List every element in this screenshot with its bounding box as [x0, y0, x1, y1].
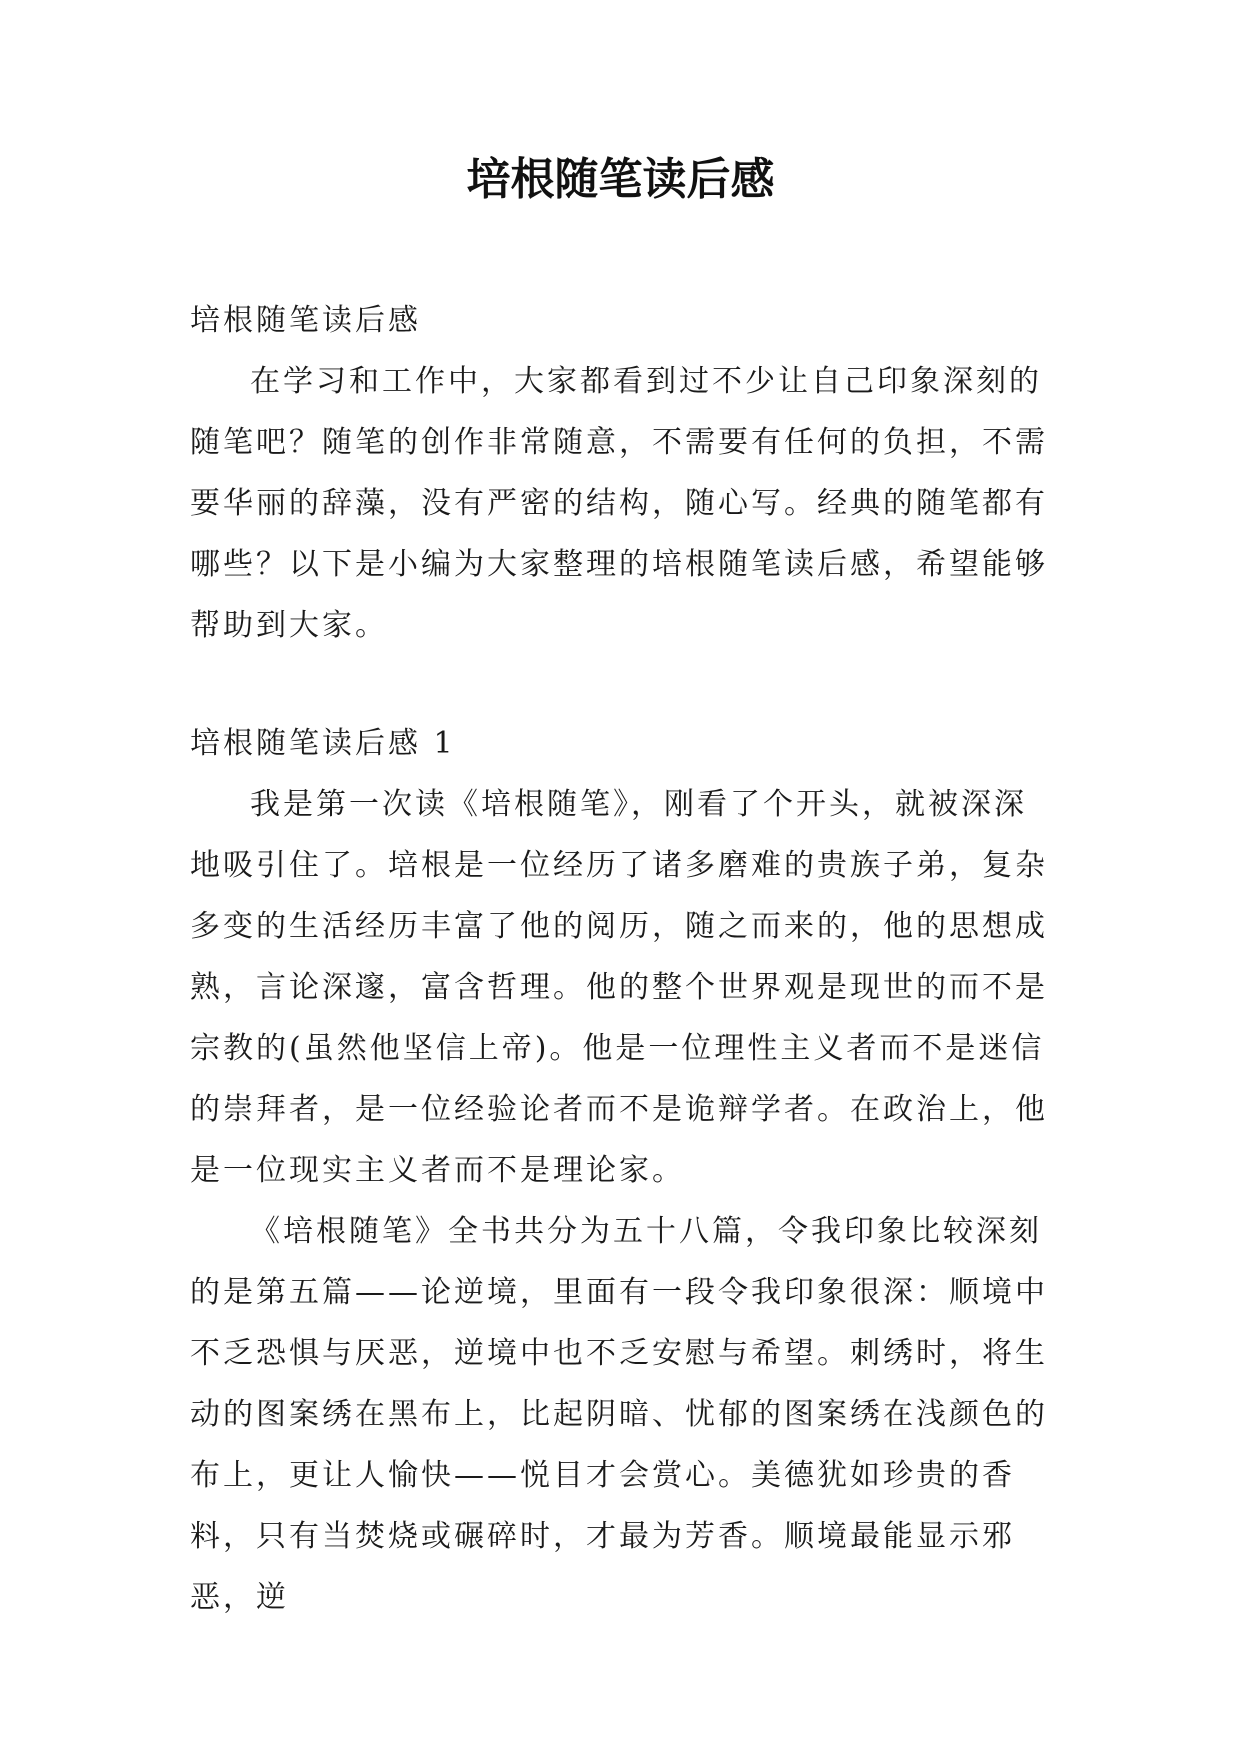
- body-paragraph-2: 《培根随笔》全书共分为五十八篇，令我印象比较深刻的是第五篇——论逆境，里面有一段令我印象很深：顺境中不乏恐惧与厌恶，逆境中也不乏安慰与希望。刺绣时，将生动的图案绣在黑布上，比起阴暗、忧郁的图案绣在浅颜色的布上，更让人愉快——悦目才会赏心。美德犹如珍贵的香料，只有当焚烧或碾碎时，才最为芳香。顺境最能显示邪恶，逆: [190, 1214, 1048, 1615]
- intro-paragraph: 在学习和工作中，大家都看到过不少让自己印象深刻的随笔吧？随笔的创作非常随意，不需要有任何的负担，不需要华丽的辞藻，没有严密的结构，随心写。经典的随笔都有哪些？以下是小编为大家整理的培根随笔读后感，希望能够帮助到大家。: [190, 364, 1048, 643]
- section-heading: 培根随笔读后感 1: [190, 726, 456, 761]
- body-paragraph-1: 我是第一次读《培根随笔》，刚看了个开头，就被深深地吸引住了。培根是一位经历了诸多磨难的贵族子弟，复杂多变的生活经历丰富了他的阅历，随之而来的，他的思想成熟，言论深邃，富含哲理。他的整个世界观是现世的而不是宗教的(虽然他坚信上帝)。他是一位理性主义者而不是迷信的崇拜者，是一位经验论者而不是诡辩学者。在政治上，他是一位现实主义者而不是理论家。: [190, 787, 1048, 1188]
- document-title: 培根随笔读后感: [466, 154, 775, 205]
- document-body: [190, 290, 1052, 1628]
- document-subtitle: 培根随笔读后感: [190, 303, 421, 338]
